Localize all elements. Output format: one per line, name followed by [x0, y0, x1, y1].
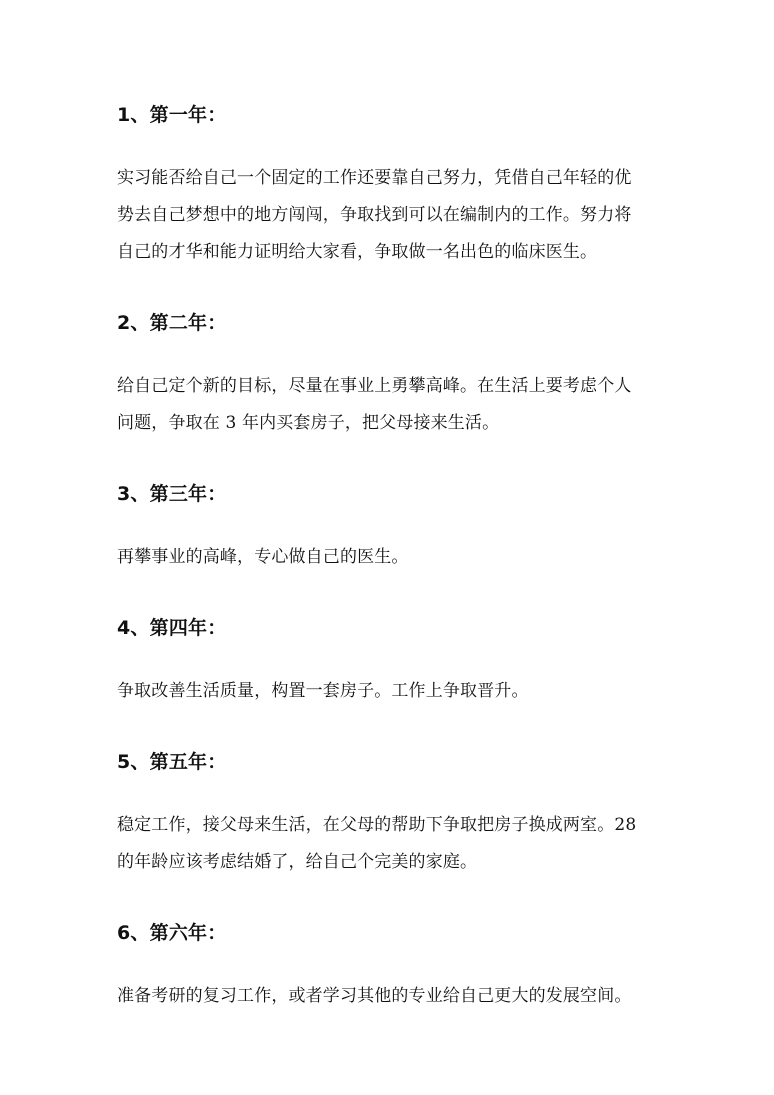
section-heading: 2、第二年：	[117, 312, 227, 334]
paragraph-line: 争取改善生活质量，构置一套房子。工作上争取晋升。	[117, 681, 529, 701]
paragraph-line: 稳定工作，接父母来生活，在父母的帮助下争取把房子换成两室。28	[117, 815, 637, 835]
paragraph-line: 实习能否给自己一个固定的工作还要靠自己努力，凭借自己年轻的优	[117, 168, 632, 188]
paragraph-line: 给自己定个新的目标，尽量在事业上勇攀高峰。在生活上要考虑个人	[117, 376, 632, 396]
document-content	[117, 96, 662, 1048]
section-heading: 4、第四年：	[117, 617, 227, 639]
section-heading: 6、第六年：	[117, 922, 227, 944]
section-year-6	[117, 914, 662, 1015]
section-paragraph	[117, 978, 662, 1015]
section-paragraph	[117, 368, 662, 442]
section-year-3	[117, 475, 662, 576]
paragraph-line: 再攀事业的高峰，专心做自己的医生。	[117, 547, 409, 567]
paragraph-line: 自己的才华和能力证明给大家看，争取做一名出色的临床医生。	[117, 242, 598, 262]
paragraph-line: 准备考研的复习工作，或者学习其他的专业给自己更大的发展空间。	[117, 986, 632, 1006]
section-year-2	[117, 304, 662, 442]
section-paragraph	[117, 160, 662, 271]
section-heading: 3、第三年：	[117, 483, 227, 505]
section-paragraph	[117, 807, 662, 881]
section-year-5	[117, 743, 662, 881]
section-paragraph	[117, 673, 662, 710]
section-year-1	[117, 96, 662, 271]
section-year-4	[117, 609, 662, 710]
section-heading: 5、第五年：	[117, 751, 227, 773]
section-paragraph	[117, 539, 662, 576]
paragraph-line: 问题，争取在 3 年内买套房子，把父母接来生活。	[117, 413, 500, 433]
paragraph-line: 势去自己梦想中的地方闯闯，争取找到可以在编制内的工作。努力将	[117, 205, 632, 225]
section-heading: 1、第一年：	[117, 104, 227, 126]
paragraph-line: 的年龄应该考虑结婚了，给自己个完美的家庭。	[117, 852, 478, 872]
